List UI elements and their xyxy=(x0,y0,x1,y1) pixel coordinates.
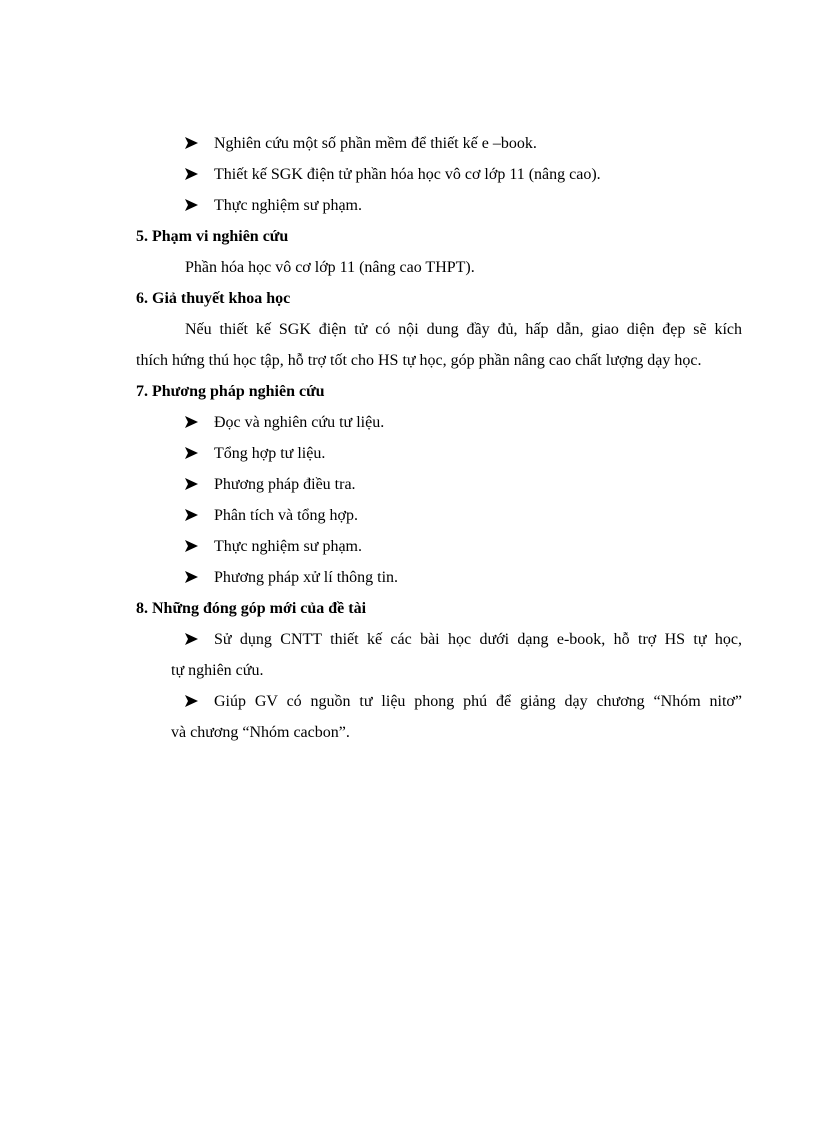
list-item-text: Phương pháp điều tra. xyxy=(214,476,356,493)
list-item-text: Đọc và nghiên cứu tư liệu. xyxy=(214,414,385,431)
list-item-text-continued: tự nghiên cứu. xyxy=(171,662,264,679)
list-item xyxy=(185,134,537,154)
section-heading: 5. Phạm vi nghiên cứu xyxy=(136,228,289,245)
arrowhead-bullet-icon xyxy=(185,447,198,459)
list-item-text: Nghiên cứu một số phần mềm để thiết kế e –book. xyxy=(214,135,537,152)
arrowhead-bullet-icon xyxy=(185,199,198,211)
list-item-text: Phân tích và tổng hợp. xyxy=(214,507,358,524)
arrowhead-bullet-icon xyxy=(185,478,198,490)
section-paragraph: Phần hóa học vô cơ lớp 11 (nâng cao THPT). xyxy=(185,259,475,276)
list-item-text: Tổng hợp tư liệu. xyxy=(214,445,326,462)
list-item-text: Thực nghiệm sư phạm. xyxy=(214,538,362,555)
arrowhead-bullet-icon xyxy=(185,695,198,707)
list-item xyxy=(185,196,362,216)
list-item-text: Thực nghiệm sư phạm. xyxy=(214,197,362,214)
list-item-text: Sử dụng CNTT thiết kế các bài học dưới dạng e-book, hỗ trợ HS tự học, xyxy=(214,631,742,648)
list-item-text: Thiết kế SGK điện tử phần hóa học vô cơ lớp 11 (nâng cao). xyxy=(214,166,601,183)
arrowhead-bullet-icon xyxy=(185,571,198,583)
list-item xyxy=(185,568,398,588)
list-item xyxy=(185,444,325,464)
arrowhead-bullet-icon xyxy=(185,540,198,552)
list-item-text: Giúp GV có nguồn tư liệu phong phú để giảng dạy chương “Nhóm nitơ” xyxy=(214,693,742,710)
arrowhead-bullet-icon xyxy=(185,416,198,428)
section-heading: 8. Những đóng góp mới của đề tài xyxy=(136,600,367,617)
list-item xyxy=(185,537,362,557)
list-item xyxy=(185,413,384,433)
section-heading: 6. Giả thuyết khoa học xyxy=(136,290,291,307)
list-item xyxy=(185,165,601,185)
arrowhead-bullet-icon xyxy=(185,137,198,149)
list-item-text: Phương pháp xử lí thông tin. xyxy=(214,569,399,586)
list-item xyxy=(185,692,214,712)
paragraph-line: Nếu thiết kế SGK điện tử có nội dung đầy đủ, hấp dẫn, giao diện đẹp sẽ kích xyxy=(185,321,742,338)
list-item-text-continued: và chương “Nhóm cacbon”. xyxy=(171,724,350,741)
arrowhead-bullet-icon xyxy=(185,509,198,521)
arrowhead-bullet-icon xyxy=(185,168,198,180)
list-item xyxy=(185,506,358,526)
arrowhead-bullet-icon xyxy=(185,633,198,645)
list-item xyxy=(185,475,356,495)
section-heading: 7. Phương pháp nghiên cứu xyxy=(136,383,325,400)
list-item xyxy=(185,630,214,650)
paragraph-line: thích hứng thú học tập, hỗ trợ tốt cho HS tự học, góp phần nâng cao chất lượng dạy học. xyxy=(136,352,702,369)
